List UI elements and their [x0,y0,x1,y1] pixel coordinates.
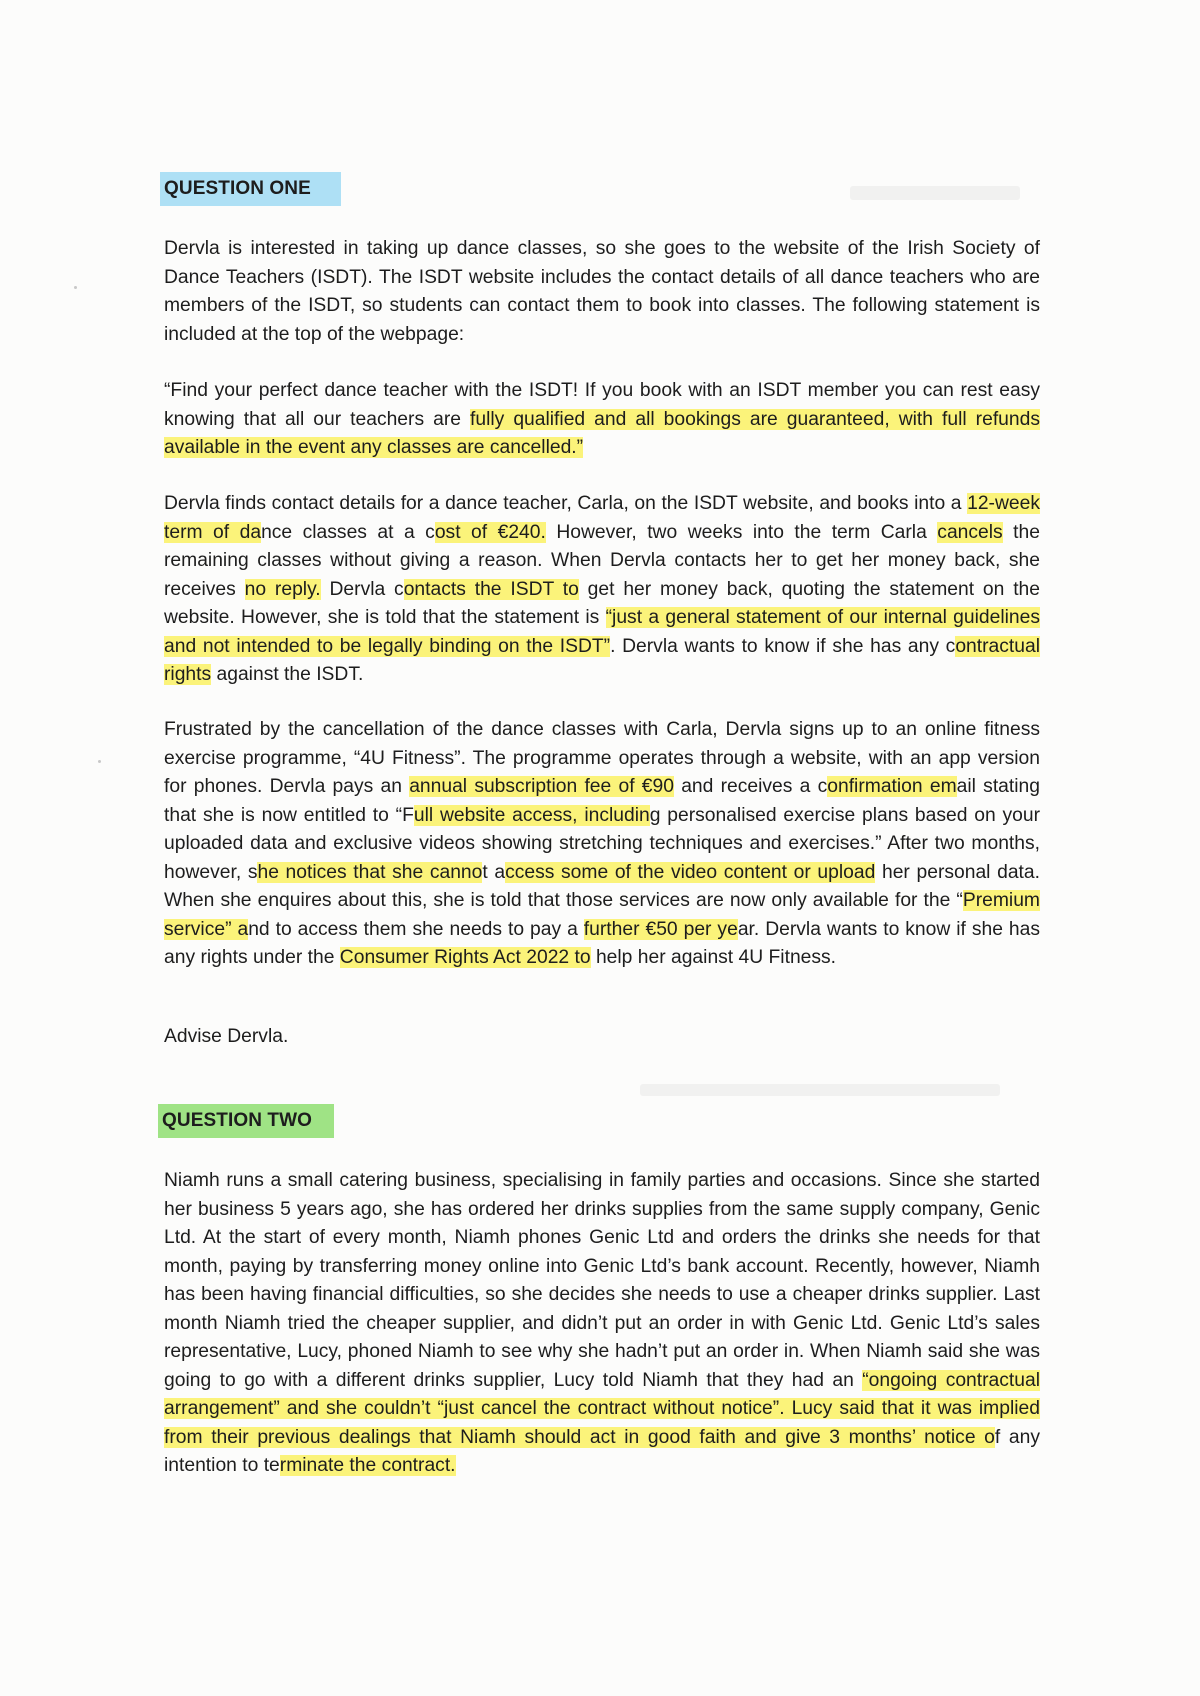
body-text: nd to access them she needs to pay a [248,918,584,940]
body-text: get her money back, quoting the statement on the website. However, she is told that the statement is [164,578,1040,628]
question-two-heading: QUESTION TWO [158,1104,334,1138]
body-text: Niamh runs a small catering business, specialising in family parties and occasions. Since she started her business 5 years ago, she has ordered her drinks supplies from the same supply company, Genic Ltd. At the start of every month, Niamh phones Genic Ltd and orders the drinks she needs for that month, paying by transferring money online into Genic Ltd’s bank account. Recently, however, Niamh has been having financial difficulties, so she decides she needs to use a cheaper drinks supplier. Last month Niamh tried the cheaper supplier, and didn’t put an order in with Genic Ltd. Genic Ltd’s sales representative, Lucy, phoned Niamh to see why she hadn’t put an order in. When Niamh said she was going to go with a different drinks supplier, Lucy told Niamh that they had an [164,1170,1040,1391]
highlighted-text: fully qualified and all bookings are guaranteed, with full refunds available in the event any classes are cancelled.” [164,408,1040,458]
highlighted-text: ontractual rights [164,635,1040,685]
body-text: her personal data. When she enquires about this, she is told that those services are now only available for the “ [164,861,1040,911]
highlighted-text: Consumer Rights Act 2022 to [339,947,591,968]
highlighted-text: rminate the contract. [279,1455,456,1476]
scan-speck [98,760,101,763]
q1-paragraph-5: Advise Dervla. [164,1026,289,1047]
highlighted-text: onfirmation em [827,776,957,797]
body-text: ar. Dervla wants to know if she has any rights under the [164,918,1040,968]
scan-speck [74,286,77,289]
q1-paragraph-3 [164,490,1040,690]
highlighted-text: ull website access, includin [413,804,650,826]
highlighted-text: cancels [937,521,1003,543]
highlighted-text: ccess some of the video content or upload [505,861,876,883]
q1-paragraph-2 [164,377,1040,463]
highlighted-text: “just a general statement of our internal guidelines and not intended to be legally binding on the ISDT” [164,607,1040,657]
show-through-mark [850,186,1020,200]
body-text: f any intention to te [164,1426,1040,1476]
highlighted-text: ost of €240. [434,521,546,543]
body-text: g personalised exercise plans based on your uploaded data and exclusive videos showing stretching techniques and exercises.” After two months, however, s [164,804,1041,883]
highlighted-text: no reply. [244,578,321,600]
q2-paragraph-1 [164,1167,1040,1481]
body-text: t a [482,861,506,883]
q1-paragraph-4 [164,716,1040,973]
body-text: nce classes at a c [261,521,435,543]
body-text: against the ISDT. [211,664,364,685]
highlighted-text: “ongoing contractual arrangement” and she couldn’t “just cancel the contract without notice”. Lucy said that it was implied from their previous dealings that Niamh should act in good faith and give 3 months’ notice o [164,1369,1041,1448]
body-text: “Find your perfect dance teacher with the ISDT! If you book with an ISDT member you can rest easy knowing that all our teachers are [164,380,1040,430]
body-text: the remaining classes without giving a reason. When Dervla contacts her to get her money back, she receives [164,521,1040,600]
body-text: . Dervla wants to know if she has any c [610,635,956,657]
highlighted-text: annual subscription fee of €90 [409,776,674,797]
highlighted-text: he notices that she canno [257,861,483,883]
body-text: Dervla c [320,578,404,600]
highlighted-text: ontacts the ISDT to [403,578,579,600]
body-text: help her against 4U Fitness. [590,947,837,968]
show-through-mark [640,1084,1000,1096]
highlighted-text: further €50 per ye [583,918,738,940]
highlighted-text: Premium service” a [164,890,1040,940]
body-text: However, two weeks into the term Carla [545,521,938,543]
body-text: and receives a c [673,776,828,797]
body-text: Dervla finds contact details for a dance teacher, Carla, on the ISDT website, and books into a [164,493,968,514]
question-one-heading: QUESTION ONE [160,172,341,206]
highlighted-text: 12-week term of da [164,493,1040,543]
body-text: Frustrated by the cancellation of the dance classes with Carla, Dervla signs up to an online fitness exercise programme, “4U Fitness”. The programme operates through a website, with an app version for phones. Dervla pays an [164,719,1040,797]
q1-paragraph-1: Dervla is interested in taking up dance classes, so she goes to the website of the Irish Society of Dance Teachers (ISDT). The ISDT website includes the contact details of all dance teachers who are members of the ISDT, so students can contact them to book into classes. The following statement is included at the top of the webpage: [164,238,1040,345]
body-text: ail stating that she is now entitled to “F [164,776,1040,826]
